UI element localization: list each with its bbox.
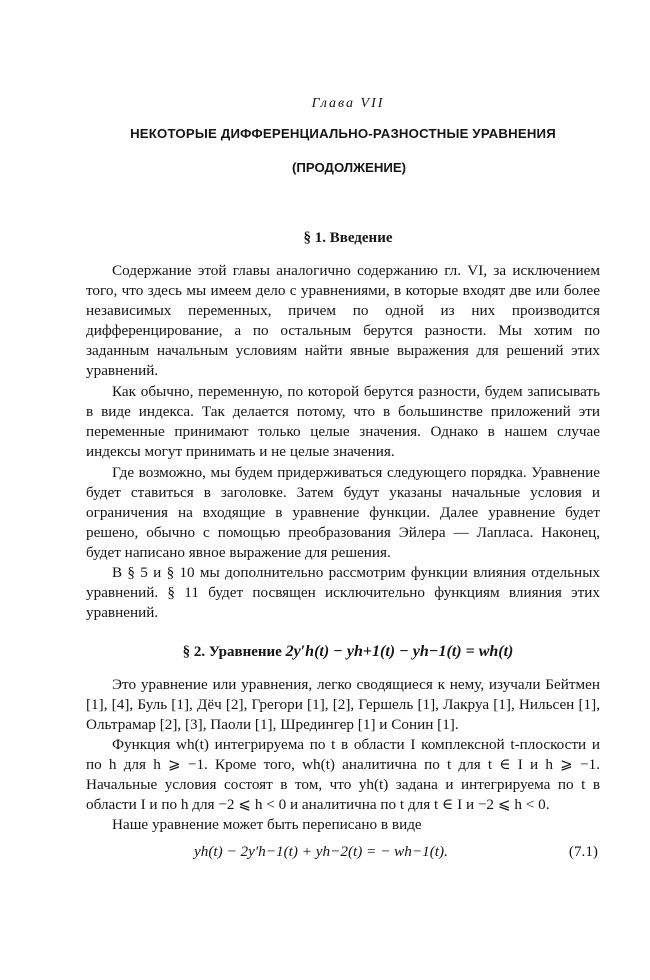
chapter-title: НЕКОТОРЫЕ ДИФФЕРЕНЦИАЛЬНО-РАЗНОСТНЫЕ УРАВНЕНИЯ	[130, 126, 556, 141]
section-2-paragraph-1	[86, 675, 600, 735]
chapter-subtitle: (ПРОДОЛЖЕНИЕ)	[291, 160, 407, 175]
section-1-heading: § 1. Введение	[303, 230, 393, 246]
section-1-paragraph-1	[86, 261, 600, 381]
book-page	[86, 96, 600, 865]
section-1-paragraph-4	[86, 563, 600, 623]
section-2-paragraph-2	[86, 735, 600, 815]
section-1-paragraph-2	[86, 382, 600, 462]
paragraph-text: Наше уравнение может быть переписано в виде	[112, 816, 422, 833]
section-2-heading	[96, 643, 600, 661]
paragraph-text: Где возможно, мы будем придерживаться следующего порядка. Уравнение будет ставиться в заголовке. Затем будут указаны начальные условия и ограничения на входящие в уравнение функции. Далее уравнение будет решено, обычно с помощью преобразования Эйлера — Лапласа. Наконец, будет написано явное выражение для решения.	[86, 464, 600, 561]
chapter-label: Глава VII	[311, 96, 385, 111]
paragraph-text: Функция wh(t) интегрируема по t в области I комплексной t-плоскости и по h для h ⩾ −1. Кроме того, wh(t) аналитична по t для t ∈ I и h ⩾ −1. Начальные условия состоят в том, что yh(t) задана и интегрируема по t в области I и по h для −2 ⩽ h < 0 и аналитична по t для t ∈ I и −2 ⩽ h < 0.	[86, 736, 600, 813]
equation-number: (7.1)	[568, 843, 598, 860]
equation-body: yh(t) − 2y′h−1(t) + yh−2(t) = − wh−1(t).	[194, 843, 448, 860]
section-2-paragraph-3	[86, 815, 600, 835]
paragraph-text: Содержание этой главы аналогично содержанию гл. VI, за исключением того, что здесь мы имеем дело с уравнениями, в которые входят две или более независимых переменных, причем по одной из них производится дифференцирование, а по остальным берутся разности. Мы хотим по заданным начальным условиям найти явные выражения для решений этих уравнений.	[86, 262, 600, 379]
section-2-heading-equation: 2y′h(t) − yh+1(t) − yh−1(t) = wh(t)	[285, 643, 514, 660]
paragraph-text: В § 5 и § 10 мы дополнительно рассмотрим функции влияния отдельных уравнений. § 11 будет посвящен исключительно функциям влияния этих уравнений.	[86, 564, 600, 621]
section-2-heading-prefix: § 2. Уравнение	[182, 644, 282, 660]
paragraph-text: Это уравнение или уравнения, легко сводящиеся к нему, изучали Бейтмен [1], [4], Буль [1], Дёч [2], Грегори [1], [2], Гершель [1], Лакруа [1], Нильсен [1], Ольтрамар [2], [3], Паоли [1], Шредингер [1] и Сонин [1].	[86, 676, 600, 733]
section-1-paragraph-3	[86, 463, 600, 563]
equation-7-1	[86, 843, 600, 865]
paragraph-text: Как обычно, переменную, по которой берутся разности, будем записывать в виде индекса. Так делается потому, что в большинстве приложений эти переменные принимают только целые значения. Однако в нашем случае индексы могут принимать и не целые значения.	[86, 383, 600, 460]
